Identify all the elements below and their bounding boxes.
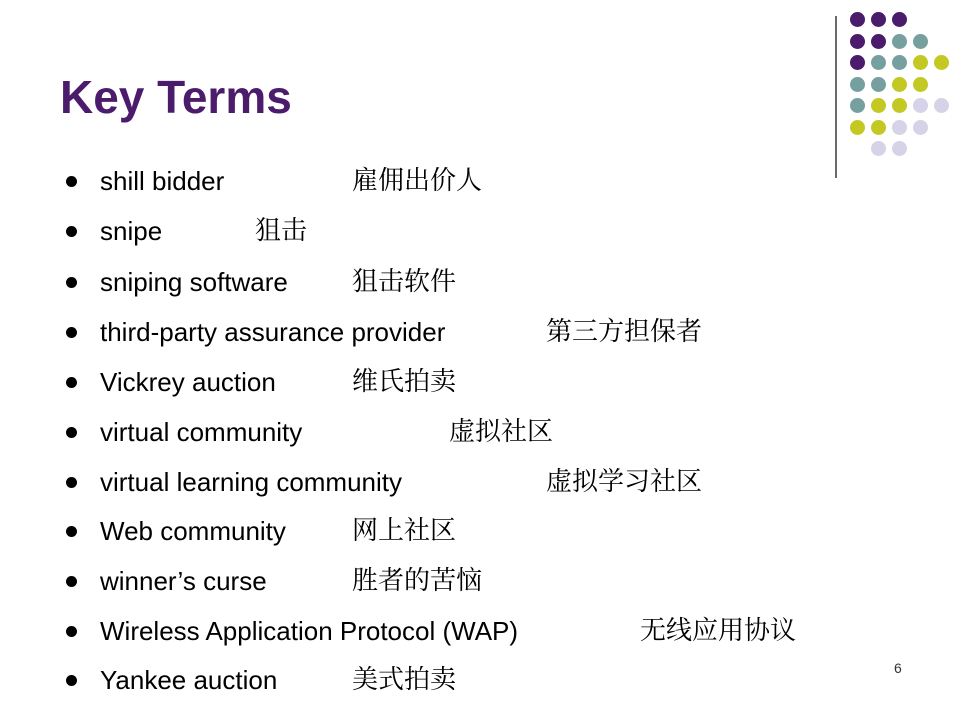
bullet-icon [66, 176, 77, 187]
dot-purple [892, 12, 907, 27]
term-item [0, 660, 900, 700]
dot-teal [850, 77, 865, 92]
dot-olive [892, 98, 907, 113]
term-english: shill bidder [100, 166, 225, 196]
term-chinese: 网上社区 [352, 516, 457, 546]
dot-teal [892, 55, 907, 70]
dot-lavender [892, 120, 907, 135]
term-chinese: 胜者的苦恼 [352, 566, 483, 596]
term-chinese: 雇佣出价人 [352, 166, 483, 196]
term-chinese: 美式拍卖 [352, 665, 457, 695]
decorative-dot-grid [850, 12, 950, 162]
term-item [0, 462, 900, 502]
term-chinese: 维氏拍卖 [352, 367, 457, 397]
term-chinese: 虚拟社区 [449, 417, 554, 447]
dot-olive [934, 55, 949, 70]
term-english: Vickrey auction [100, 367, 276, 397]
dot-teal [871, 55, 886, 70]
term-english: winner’s curse [100, 566, 267, 596]
term-item [0, 211, 900, 251]
dot-olive [871, 120, 886, 135]
dot-olive [913, 55, 928, 70]
dot-lavender [871, 141, 886, 156]
dot-lavender [913, 98, 928, 113]
bullet-icon [66, 526, 77, 537]
dot-purple [850, 34, 865, 49]
term-english: virtual learning community [100, 467, 403, 497]
bullet-icon [66, 626, 77, 637]
dot-purple [850, 55, 865, 70]
bullet-icon [66, 576, 77, 587]
term-item [0, 412, 900, 452]
slide-number: 6 [894, 660, 902, 676]
term-item [0, 511, 900, 551]
bullet-icon [66, 477, 77, 488]
term-english: snipe [100, 216, 163, 246]
term-chinese: 无线应用协议 [640, 616, 797, 646]
dot-lavender [913, 120, 928, 135]
dot-purple [871, 34, 886, 49]
bullet-icon [66, 427, 77, 438]
dot-teal [850, 98, 865, 113]
dot-teal [871, 77, 886, 92]
term-english: third-party assurance provider [100, 317, 446, 347]
dot-teal [892, 34, 907, 49]
bullet-icon [66, 277, 77, 288]
dot-olive [913, 77, 928, 92]
term-chinese: 第三方担保者 [546, 317, 703, 347]
term-english: sniping software [100, 267, 288, 297]
bullet-icon [66, 675, 77, 686]
bullet-icon [66, 377, 77, 388]
bullet-icon [66, 226, 77, 237]
term-english: Wireless Application Protocol (WAP) [100, 616, 519, 646]
dot-olive [871, 98, 886, 113]
term-item [0, 611, 900, 651]
dot-lavender [892, 141, 907, 156]
dot-olive [850, 120, 865, 135]
dot-purple [871, 12, 886, 27]
term-english: Yankee auction [100, 665, 278, 695]
slide-title: Key Terms [60, 71, 292, 123]
header-divider [835, 16, 837, 178]
term-item [0, 262, 900, 302]
term-chinese: 狙击 [255, 216, 308, 246]
term-item [0, 362, 900, 402]
bullet-icon [66, 327, 77, 338]
term-english: virtual community [100, 417, 303, 447]
dot-teal [913, 34, 928, 49]
dot-purple [850, 12, 865, 27]
dot-lavender [934, 98, 949, 113]
term-chinese: 虚拟学习社区 [546, 467, 703, 497]
term-item [0, 561, 900, 601]
dot-olive [892, 77, 907, 92]
term-item [0, 161, 900, 201]
term-english: Web community [100, 516, 286, 546]
term-chinese: 狙击软件 [352, 267, 457, 297]
term-item [0, 312, 900, 352]
